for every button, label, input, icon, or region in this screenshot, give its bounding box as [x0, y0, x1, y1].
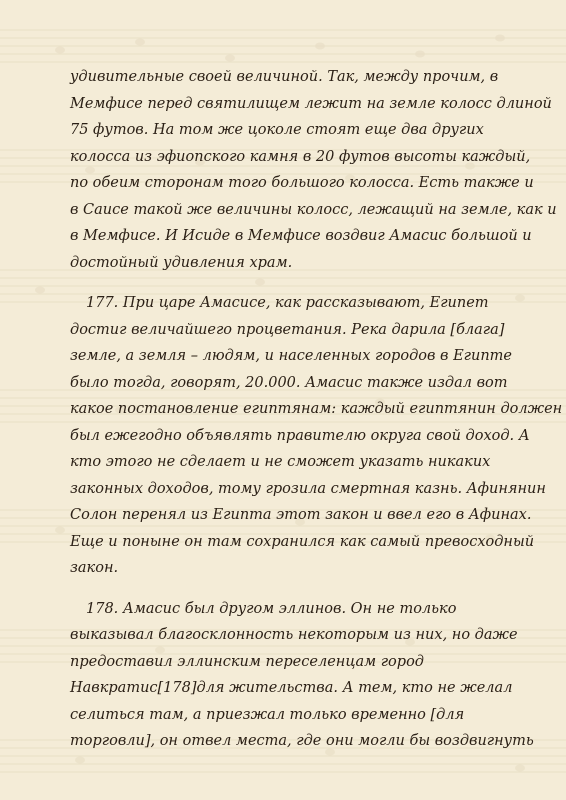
paragraph-178 [70, 596, 534, 755]
text-line: Еще и поныне он там сохранился как самый превосходный [70, 533, 535, 550]
paragraph-continuation [70, 64, 557, 276]
text-line: закон. [70, 560, 119, 576]
text-line: предоставил эллинским переселенцам город [70, 653, 424, 670]
text-line: Навкратис[178]для жительства. А тем, кто не желал [70, 680, 513, 696]
text-line: выказывал благосклонность некоторым из них, но даже [70, 627, 518, 643]
text-line: достойный удивления храм. [70, 254, 293, 271]
text-line: достиг величайшего процветания. Река дарила [блага] [70, 321, 505, 338]
text-line: какое постановление египтянам: каждый египтянин должен [70, 401, 563, 417]
text-line: Солон перенял из Египта этот закон и ввел его в Афинах. [70, 507, 532, 523]
text-line: законных доходов, тому грозила смертная казнь. Афинянин [70, 480, 546, 497]
text-line: 178. Амасис был другом эллинов. Он не только [86, 600, 457, 617]
text-line: по обеим сторонам того большого колосса. Есть также и [70, 175, 534, 191]
text-line: селиться там, а приезжал только временно [для [70, 706, 465, 723]
text-line: Мемфисе перед святилищем лежит на земле колосс длиной [70, 95, 552, 112]
paragraph-177 [70, 290, 563, 582]
text-line: был ежегодно объявлять правителю округа свой доход. А [70, 427, 530, 444]
text-line: 75 футов. На том же цоколе стоят еще два других [70, 122, 484, 138]
text-line: было тогда, говорят, 20.000. Амасис также издал вот [70, 374, 508, 391]
text-line: 177. При царе Амасисе, как рассказывают, Египет [86, 295, 489, 311]
text-line: земле, а земля – людям, и населенных городов в Египте [70, 348, 513, 364]
text-line: торговли], он отвел места, где они могли бы воздвигнуть [70, 733, 534, 749]
text-line: удивительные своей величиной. Так, между прочим, в [70, 69, 499, 85]
text-line: колосса из эфиопского камня в 20 футов высоты каждый, [70, 148, 531, 165]
text-line: кто этого не сделает и не сможет указать никаких [70, 454, 491, 470]
text-line: в Мемфисе. И Исиде в Мемфисе воздвиг Амасис большой и [70, 228, 532, 244]
text-line: в Саисе такой же величины колосс, лежащий на земле, как и [70, 201, 557, 218]
document-body [70, 64, 563, 769]
